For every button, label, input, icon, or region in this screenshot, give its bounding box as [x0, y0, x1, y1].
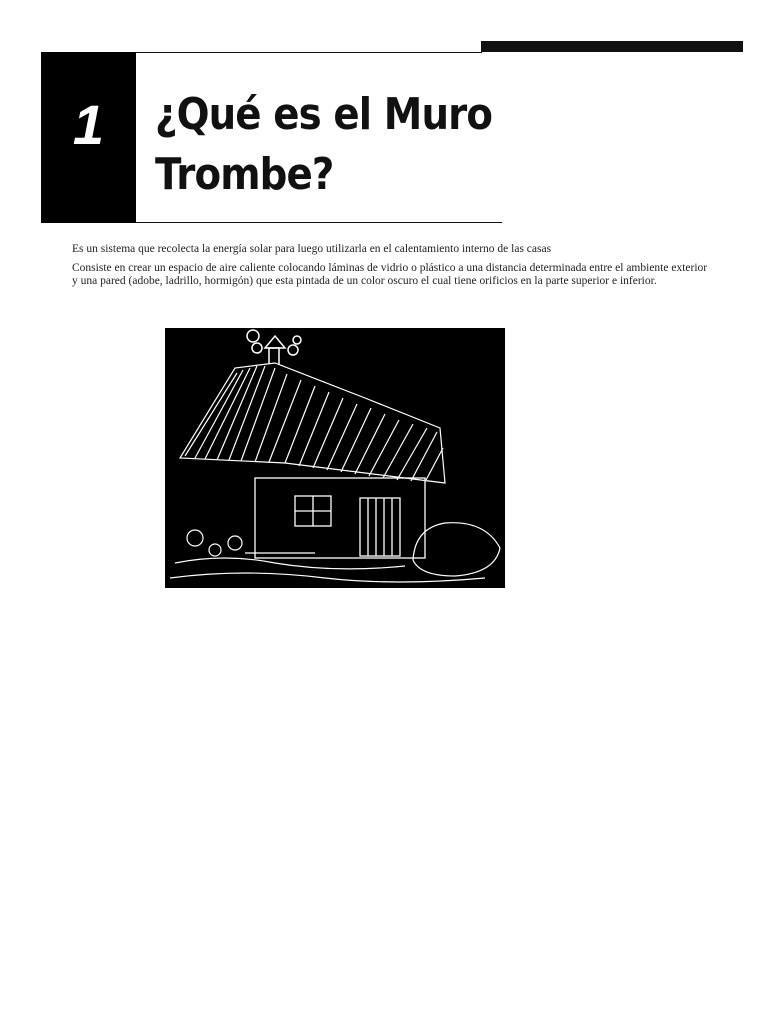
body-text — [72, 243, 712, 294]
chapter-number-block — [41, 52, 136, 223]
header-rule-thick — [481, 41, 743, 52]
house-drawing — [165, 328, 505, 588]
paragraph-description: Consiste en crear un espacio de aire caliente colocando láminas de vidrio o plástico a una distancia determinada entre el ambiente exterior y una pared (adobe, ladrillo, hormigón) que esta pintada de un color oscuro el cual tiene orificios en la parte superior e inferior. — [72, 262, 708, 287]
chapter-number: 1 — [72, 93, 105, 156]
title-underline — [136, 222, 502, 223]
thatched-house-illustration — [165, 328, 505, 588]
chapter-title: ¿Qué es el Muro Trombe? — [155, 89, 493, 200]
paragraph-intro: Es un sistema que recolecta la energía solar para luego utilizarla en el calentamiento interno de las casas — [72, 243, 552, 255]
